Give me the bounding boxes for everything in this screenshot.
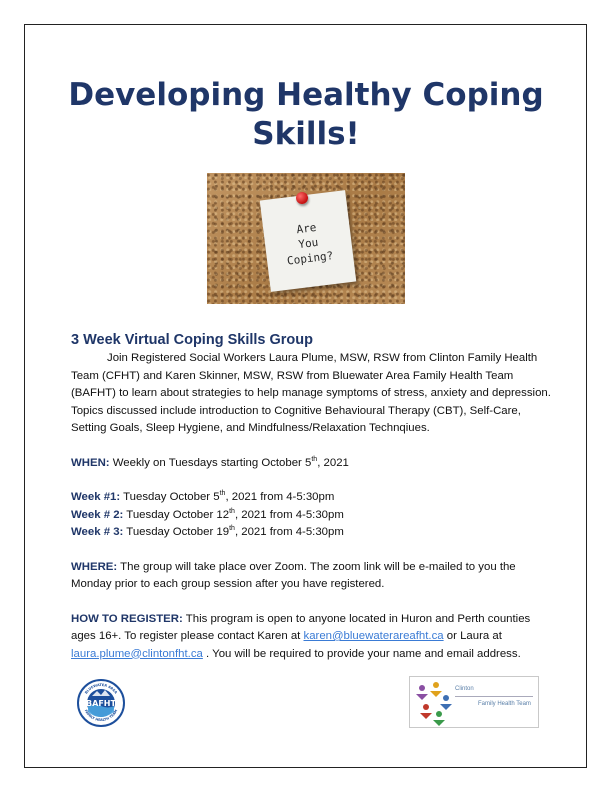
push-pin-icon: [296, 192, 308, 204]
week-2-date: Tuesday October 12: [123, 508, 230, 521]
register-label: HOW TO REGISTER:: [71, 612, 183, 625]
week-3-line: [71, 524, 551, 542]
bafht-logo: [77, 679, 125, 727]
sticky-note: [260, 190, 357, 292]
where-paragraph: [71, 559, 551, 594]
week-1-time: , 2021 from 4-5:30pm: [225, 491, 335, 503]
week-1-label: Week #1:: [71, 491, 121, 503]
people-figures-icon: [412, 678, 456, 728]
week-2-sup: th: [229, 507, 235, 515]
bafht-ring-bottom: FAMILY HEALTH TEAM: [83, 708, 119, 723]
note-line-2: You: [297, 235, 319, 252]
bafht-center-text: BAFHT: [86, 699, 116, 708]
clinton-divider: [455, 696, 533, 697]
flyer-content: [71, 330, 551, 663]
note-line-3: Coping?: [286, 249, 334, 268]
week-3-date: Tuesday October 19: [123, 526, 230, 538]
note-line-1: Are: [295, 220, 318, 237]
intro-paragraph: Join Registered Social Workers Laura Plume, MSW, RSW from Clinton Family Health Team (CFHT) and Karen Skinner, MSW, RSW from Bluewater Area Family Health Team (BAFHT) to learn about strategies to help manage symptoms of stress, anxiety and depression. Topics discussed include introduction to Cognitive Behavioural Therapy (CBT), Self-Care, Setting Goals, Sleep Hygiene, and Mindfulness/Relaxation Technqiues.: [71, 352, 551, 434]
laura-email-link[interactable]: laura.plume@clintonfht.ca: [71, 647, 203, 660]
when-year: , 2021: [317, 456, 349, 469]
week-2-line: [71, 507, 551, 525]
when-line: [71, 455, 551, 473]
register-text-3: . You will be required to provide your name and email address.: [202, 647, 521, 660]
clinton-fht-logo: [409, 676, 539, 728]
week-1-sup: th: [219, 490, 226, 498]
register-text-2: or Laura at: [443, 630, 502, 642]
when-label: WHEN:: [71, 456, 110, 469]
clinton-team: Family Health Team: [478, 701, 531, 707]
week-3-label: Week # 3:: [71, 526, 124, 538]
when-sup: th: [311, 455, 318, 463]
where-label: WHERE:: [71, 560, 118, 573]
week-3-sup: th: [229, 525, 235, 533]
week-3-time: , 2021 from 4-5:30pm: [234, 526, 344, 538]
week-2-label: Week # 2:: [71, 508, 124, 521]
week-1-line: [71, 489, 551, 507]
bafht-ring-top: BLUEWATER AREA: [84, 682, 118, 695]
week-2-time: , 2021 from 4-5:30pm: [234, 508, 344, 521]
when-text: Weekly on Tuesdays starting October 5: [109, 456, 312, 469]
page-title: Developing Healthy Coping Skills!: [68, 77, 544, 152]
corkboard-photo: [207, 173, 405, 304]
register-text-1: This program is open to anyone located in Huron and Perth counties ages 16+. To register please contact Karen at: [71, 612, 531, 642]
karen-email-link[interactable]: karen@bluewaterareafht.ca: [303, 630, 444, 642]
register-paragraph: [71, 611, 551, 664]
week-1-date: Tuesday October 5: [120, 491, 220, 503]
where-text: The group will take place over Zoom. The zoom link will be e-mailed to you the Monday prior to each group session after you have registered.: [71, 560, 516, 590]
clinton-name: Clinton: [455, 686, 474, 692]
section-heading: 3 Week Virtual Coping Skills Group: [71, 332, 313, 348]
